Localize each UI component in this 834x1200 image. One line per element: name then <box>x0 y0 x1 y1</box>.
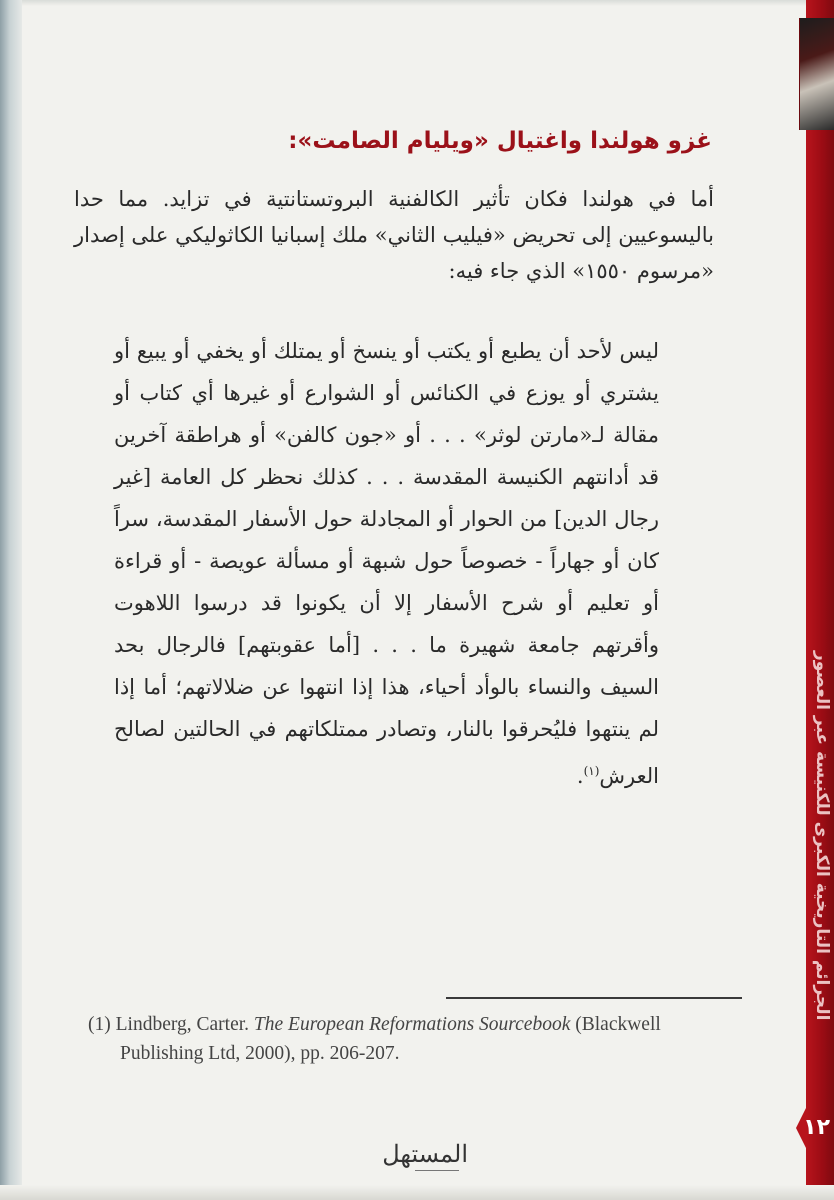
footnote <box>88 1010 738 1068</box>
footnote-publisher-start: (Blackwell <box>575 1014 661 1035</box>
section-heading: غزو هولندا واغتيال «ويليام الصامت»: <box>288 128 712 154</box>
band-thumbnail-image <box>799 18 834 130</box>
publisher-logo: المستهل <box>382 1140 468 1168</box>
page-top-edge <box>0 0 834 6</box>
quote-end-mark: . <box>576 764 584 788</box>
quoted-decree <box>114 330 659 797</box>
footnote-number: (1) <box>88 1014 111 1035</box>
page-number: ١٢ <box>803 1115 830 1140</box>
intro-paragraph: أما في هولندا فكان تأثير الكالفنية البروتستانتية في تزايد. مما حدا باليسوعيين إلى تحريض «فيليب الثاني» ملك إسبانيا الكاثوليكي على إصدار «مرسوم ١٥٥٠» الذي جاء فيه: <box>74 187 714 283</box>
publisher-logo-underline <box>415 1170 459 1175</box>
quote-text: ليس لأحد أن يطبع أو يكتب أو ينسخ أو يمتلك أو يخفي أو يبيع أو يشتري أو يوزع في الكنائس أو الشوارع أو غيرها أي كتاب أو مقالة لـ«مارتن لوثر» . . . أو «جون كالفن» أو هراطقة آخرين قد أدانتهم الكنيسة المقدسة . . . كذلك نحظر كل العامة [غير رجال الدين] من الحوار أو المجادلة حول الأسفار المقدسة، سراً كان أو جهاراً - خصوصاً حول شبهة أو مسألة عويصة - أو قراءة أو تعليم أو شرح الأسفار إلا أن يكونوا قد درسوا اللاهوت وأقرتهم جامعة شهيرة ما . . . [أما عقوبتهم] فالرجال بحد السيف والنساء بالوأد أحياء، هذا إذا انتهوا عن ضلالاتهم؛ أما إذا لم ينتهوا فليُحرقوا بالنار، وتصادر ممتلكاتهم في الحالتين لصالح العرش <box>114 339 659 788</box>
page-bottom-edge <box>0 1185 834 1200</box>
footnote-divider <box>446 997 742 999</box>
book-gutter-shadow <box>0 0 22 1200</box>
side-band-title: الجرائم التاريخية الكبرى للكنيسة عبر العصور <box>812 650 832 1020</box>
footnote-reference: (١) <box>583 764 600 778</box>
footnote-author: Lindberg, Carter. <box>115 1014 250 1035</box>
footnote-book-title: The European Reformations Sourcebook <box>253 1014 571 1035</box>
footnote-publisher-end: Publishing Ltd, 2000), pp. 206-207. <box>120 1043 400 1064</box>
